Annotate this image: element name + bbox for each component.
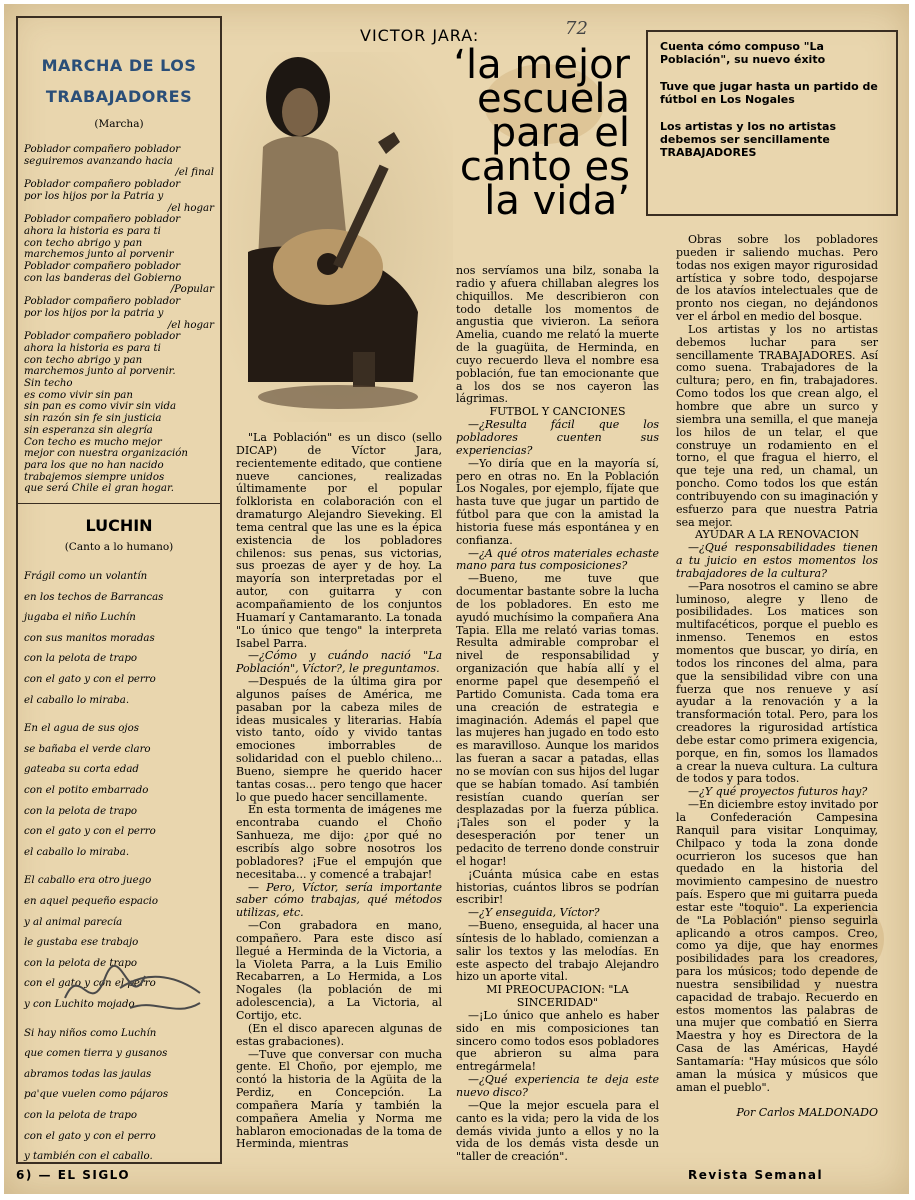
poem-line: abramos todas las jaulas	[24, 1068, 152, 1080]
article-paragraph: —Tuve que conversar con mucha gente. El Choño, por ejemplo, me contó la historia de la Agüita de la Perdiz, en Concepción. La compañera María y también la compañera Amelia y Norma me hablaron emocionadas de la toma de Herminda, mientras	[236, 1047, 442, 1151]
poem-line: con el gato y con el perro	[24, 1130, 156, 1142]
poem-line: por los hijos por la patria y	[24, 307, 164, 319]
poem-marcha-text	[24, 144, 214, 495]
poem-line: seguiremos avanzando hacia	[24, 155, 173, 167]
article-paragraph: "La Población" es un disco (sello DICAP) de Víctor Jara, recientemente editado, que contiene nueve canciones, realizadas últimamente por el popular folklorista en colaboración con el dramaturgo Alejandro Sieveking. El tema central que las une es la épica existencia de los pobladores chilenos: sus penas, sus victorias, sus proezas de ayer y de hoy. La mayoría son interpretadas por el autor, con guitarra y con acompañamiento de los conjuntos Huamarí y Cantamaranto. La tonada "Lo único que tengo" la interpreta Isabel Parra.	[236, 431, 442, 650]
article-paragraph: —Con grabadora en mano, compañero. Para este disco así llegué a Herminda de la Victoria, a la Violeta Parra, a la Luis Emilio Recabarren, a Lo Hermida, a Los Nogales (la población de mi adolescencia), a La Victoria, al Cortijo, etc.	[236, 919, 442, 1022]
poem-line: /el final	[175, 167, 214, 179]
article-paragraph: —Para nosotros el camino se abre luminoso, alegre y lleno de posibilidades. Los matices son multifacéticos, porque el pueblo es inmenso. Tenemos en estos momentos que buscar, yo diría, en todos los rincones del alma, para que la sensibilidad vibre con una fuerza que nos renueve y así ayudar a la renovación y a la transformación total. Pero, para los creadores la rigurosidad artística debe estar como primera exigencia, porque, en fin, somos los llamados a crear la nueva cultura. La cultura de todos y para todos.	[676, 579, 878, 786]
poem-line: /Popular	[170, 284, 214, 296]
poem-title-luchin: LUCHIN	[85, 516, 153, 536]
handwritten-page-number: 72	[565, 18, 588, 39]
poem-line: es como vivir sin pan	[24, 389, 133, 401]
poem-line: Poblador compañero poblador	[24, 179, 181, 191]
article-paragraph: —¡Lo único que anhelo es haber sido en mis composiciones tan sincero como todos esos pobladores que abrieron su alma para entregármela!	[456, 1008, 659, 1074]
article-kicker: VICTOR JARA:	[360, 26, 480, 45]
article-paragraph: —Bueno, me tuve que documentar bastante sobre la lucha de los pobladores. En esto me ayudó muchísimo la compañera Ana Tapia. Ella me relató varias tomas. Resulta admirable comprobar el nivel de responsabilidad y organización que había allí y el enorme papel que desempeñó el Partido Comunista. Cada toma era una creación de estrategia e imaginación. Además el papel que las mujeres han jugado en todo esto es maravilloso. Aunque los maridos las fueran a sacar a patadas, ellas no se movían con sus hijos del lugar que se habían tomado. Así también resistían cuando querían ser desplazadas por la fuerza pública. ¡Tales son el poder y la desesperación por tener un pedacito de terreno donde construir el hogar!	[456, 572, 659, 868]
poem-subtitle-marcha: (Marcha)	[94, 118, 144, 130]
poem-title-marcha: MARCHA DE LOS TRABAJADORES	[41, 56, 197, 106]
poem-subtitle-luchin: (Canto a lo humano)	[64, 541, 174, 554]
handwritten-signature	[60, 958, 210, 1028]
article-paragraph: —¿A qué otros materiales echaste mano para tus composiciones?	[456, 546, 659, 573]
poem-line: el caballo lo miraba.	[24, 694, 130, 706]
poem-line: con el gato y con el perro	[24, 826, 156, 838]
section-heading: MI PREOCUPACION: "LA SINCERIDAD"	[486, 983, 629, 1010]
article-column-3	[676, 234, 878, 1119]
poem-line: el caballo lo miraba.	[24, 846, 130, 858]
poem-line: en aquel pequeño espacio	[24, 896, 159, 907]
poem-line: sin razón sin fe sin justicia	[24, 413, 162, 425]
poem-line: /el hogar	[167, 202, 214, 214]
poem-line: le gustaba ese trabajo	[24, 937, 139, 949]
byline: Por Carlos MALDONADO	[736, 1105, 878, 1119]
poem-line: Si hay niños como Luchín	[24, 1027, 157, 1039]
poem-line: El caballo era otro juego	[24, 875, 152, 887]
poem-line: sin esperanza sin alegría	[24, 424, 153, 436]
poem-line: por los hijos por la Patria y	[24, 190, 164, 202]
article-paragraph: (En el disco aparecen algunas de estas grabaciones).	[236, 1021, 442, 1048]
poem-line: Poblador compañero poblador	[24, 331, 181, 343]
headline-line: ‘la mejor	[453, 42, 630, 88]
poem-line: con sus manitos moradas	[24, 632, 155, 644]
poem-line: Poblador compañero poblador	[24, 296, 181, 308]
poem-line: y con Luchito mojado.	[24, 998, 138, 1010]
poem-line: que comen tierra y gusanos	[24, 1048, 168, 1060]
section-heading: AYUDAR A LA RENOVACION	[694, 528, 860, 542]
poem-line: marchemos junto al porvenir	[24, 249, 174, 261]
summary-item: Tuve que jugar hasta un partido de fútbol en Los Nogales	[660, 80, 878, 106]
poem-line: pa'que vuelen como pájaros	[24, 1089, 169, 1101]
poem-line: En el agua de sus ojos	[24, 723, 139, 735]
article-paragraph: ¡Cuánta música cabe en estas historias, cuántos libros se podrían escribir!	[456, 867, 659, 907]
poem-line: trabajemos siempre unidos	[24, 471, 165, 483]
article-paragraph: —¿Qué responsabilidades tienen a tu juicio en estos momentos los trabajadores de la cultura?	[676, 541, 878, 580]
poem-line: mejor con nuestra organización	[24, 448, 188, 460]
headline-line: escuela	[476, 76, 630, 122]
poem-line: con las banderas del Gobierno	[24, 272, 182, 284]
poem-line: para los que no han nacido	[24, 459, 164, 471]
article-paragraph: —Que la mejor escuela para el canto es la vida; pero la vida de los demás vivida junto a ellos y no la vida de los demás vista desde un "taller de creación".	[456, 1098, 659, 1164]
poem-line: y también con el caballo.	[24, 1151, 153, 1163]
article-paragraph: —¿Cómo y cuándo nació "La Población", Víctor?, le preguntamos.	[236, 649, 442, 676]
poem-line: con el gato y con el perro	[24, 674, 156, 686]
article-column-1	[236, 432, 442, 1151]
footer-page-publication: 6) — EL SIGLO	[16, 1168, 131, 1182]
poem-line: Poblador compañero poblador	[24, 144, 181, 155]
guitarist-photo	[228, 52, 453, 422]
article-column-2	[456, 265, 659, 1164]
article-paragraph: Los artistas y los no artistas debemos luchar para ser sencillamente TRABAJADORES. Así como suena. Trabajadores de la cultura; pero, en fin, trabajadores. Como todos los que crean algo, el hombre que abre un surco y siembra una semilla, el que maneja los hilos de un telar, el que construye un rodamiento en el torno, el que fragua el hierro, el que teje una red, un chamal, un poncho. Como todos los que están contribuyendo con su imaginación y esfuerzo para que nuestra Patria sea mejor.	[676, 322, 878, 529]
headline-line: canto es	[459, 144, 630, 190]
summary-box	[646, 30, 898, 216]
poem-line: Sin techo	[24, 378, 73, 390]
poem-line: Poblador compañero poblador	[24, 214, 181, 226]
article-paragraph: En esta tormenta de imágenes me encontraba cuando el Choño Sanhueza, me dijo: ¿por qué no escribís algo sobre nosotros los pobladores? ¡Fue el empujón que necesitaba... y comencé a trabajar!	[236, 803, 442, 881]
poem-line: sin pan es como vivir sin vida	[24, 401, 177, 413]
summary-item: Los artistas y los no artistas debemos ser sencillamente TRABAJADORES	[660, 120, 836, 159]
poem-line: ahora la historia es para ti	[24, 225, 161, 237]
poem-line: con techo abrigo y pan	[24, 354, 143, 366]
poem-line: con la pelota de trapo	[24, 957, 138, 969]
divider	[18, 503, 220, 504]
article-paragraph: —¿Resulta fácil que los pobladores cuenten sus experiencias?	[456, 418, 659, 457]
poem-line: Con techo es mucho mejor	[24, 436, 162, 448]
poem-line: Frágil como un volantín	[24, 571, 148, 583]
headline-line: para el	[490, 110, 630, 156]
poem-line: marchemos junto al porvenir.	[24, 366, 176, 378]
poem-line: con techo abrigo y pan	[24, 237, 143, 249]
headline-line: la vida’	[484, 178, 630, 224]
article-paragraph: —En diciembre estoy invitado por la Confederación Campesina Ranquil para visitar Lonquimay, Chilpaco y toda la zona donde ocurrieron los sucesos que han quedado en la historia del movimiento campesino de nuestro país. Espero que mi guitarra pueda estar este "toquio". La experiencia de "La Población" pienso seguirla aplicando a otros campos. Creo, como ya dije, que hay enormes posibilidades para los creadores, para los músicos; todo depende de nuestra sensibilidad y nuestra capacidad de trabajo. Recuerdo en estos momentos las palabras de una mujer que combatió en Sierra Maestra y hoy es Directora de la Casa de las Américas, Haydé Santamaría: "Hay músicos que sólo aman la música y músicos que aman el pueblo".	[676, 798, 878, 1094]
poem-line: ahora la historia es para ti	[24, 342, 161, 354]
article-paragraph: —¿Y enseguida, Víctor?	[468, 906, 600, 920]
poem-line: Poblador compañero poblador	[24, 261, 181, 273]
poem-line: se bañaba el verde claro	[24, 743, 151, 755]
poem-line: que será Chile el gran hogar.	[24, 483, 174, 495]
article-paragraph: —Después de la última gira por algunos países de América, me pasaban por la cabeza miles de ideas musicales y literarias. Había visto tanto, oído y vivido tantas emociones imborrables de solidaridad con el pueblo chileno... Bueno, siempre he querido hacer tantas cosas... pero tengo que hacer lo que puedo hacer sencillamente.	[236, 675, 442, 804]
article-paragraph: —Yo diría que en la mayoría sí, pero en otras no. En la Población Los Nogales, por ejemplo, fíjate que hasta tuve que jugar un partido de fútbol para que con la amistad la historia fuese más espontánea y en confianza.	[456, 456, 659, 547]
summary-item: Cuenta cómo compuso "La Población", su nuevo éxito	[660, 40, 826, 66]
poem-line: y al animal parecía	[24, 916, 123, 928]
article-paragraph: — Pero, Víctor, sería importante saber cómo trabajas, qué métodos utilizas, etc.	[236, 880, 442, 920]
poem-line: con el potito embarrado	[24, 785, 149, 797]
poem-line: jugaba el niño Luchín	[24, 612, 136, 624]
poem-line: gateaba su corta edad	[24, 764, 139, 776]
article-paragraph: —¿Y qué proyectos futuros hay?	[688, 785, 868, 799]
poem-line: en los techos de Barrancas	[24, 591, 164, 603]
section-heading: FUTBOL Y CANCIONES	[489, 405, 626, 419]
article-paragraph: nos servíamos una bilz, sonaba la radio y afuera chillaban alegres los chiquillos. Me describieron con todo detalle los momentos de angustia que vivieron. La señora Amelia, cuando me relató la muerte de la guagüita, de Herminda, en cuyo recuerdo lleva el nombre esa población, fue tan emocionante que a los dos se nos cayeron las lágrimas.	[456, 264, 659, 406]
article-paragraph: —¿Qué experiencia te deja este nuevo disco?	[456, 1073, 659, 1099]
poem-line: con la pelota de trapo	[24, 653, 138, 665]
poem-line: con el gato y con el perro	[24, 978, 156, 990]
article-paragraph: Obras sobre los pobladores pueden ir saliendo muchas. Pero todas nos exigen mayor rigurosidad artística y sobre todo, despojarse de los atavíos intelectuales que de pronto nos ciegan, no dejándonos ver el árbol en medio del bosque.	[676, 233, 878, 324]
poem-luchin-text	[24, 567, 214, 1168]
footer-section: Revista Semanal	[688, 1168, 824, 1182]
poem-line: /el hogar	[167, 319, 214, 331]
article-paragraph: —Bueno, enseguida, al hacer una síntesis de lo hablado, comienzan a salir los textos y las melodías. En este aspecto del trabajo Alejandro hizo un aporte vital.	[456, 919, 659, 984]
poem-line: con la pelota de trapo	[24, 1109, 138, 1121]
poem-line: con la pelota de trapo	[24, 805, 138, 817]
